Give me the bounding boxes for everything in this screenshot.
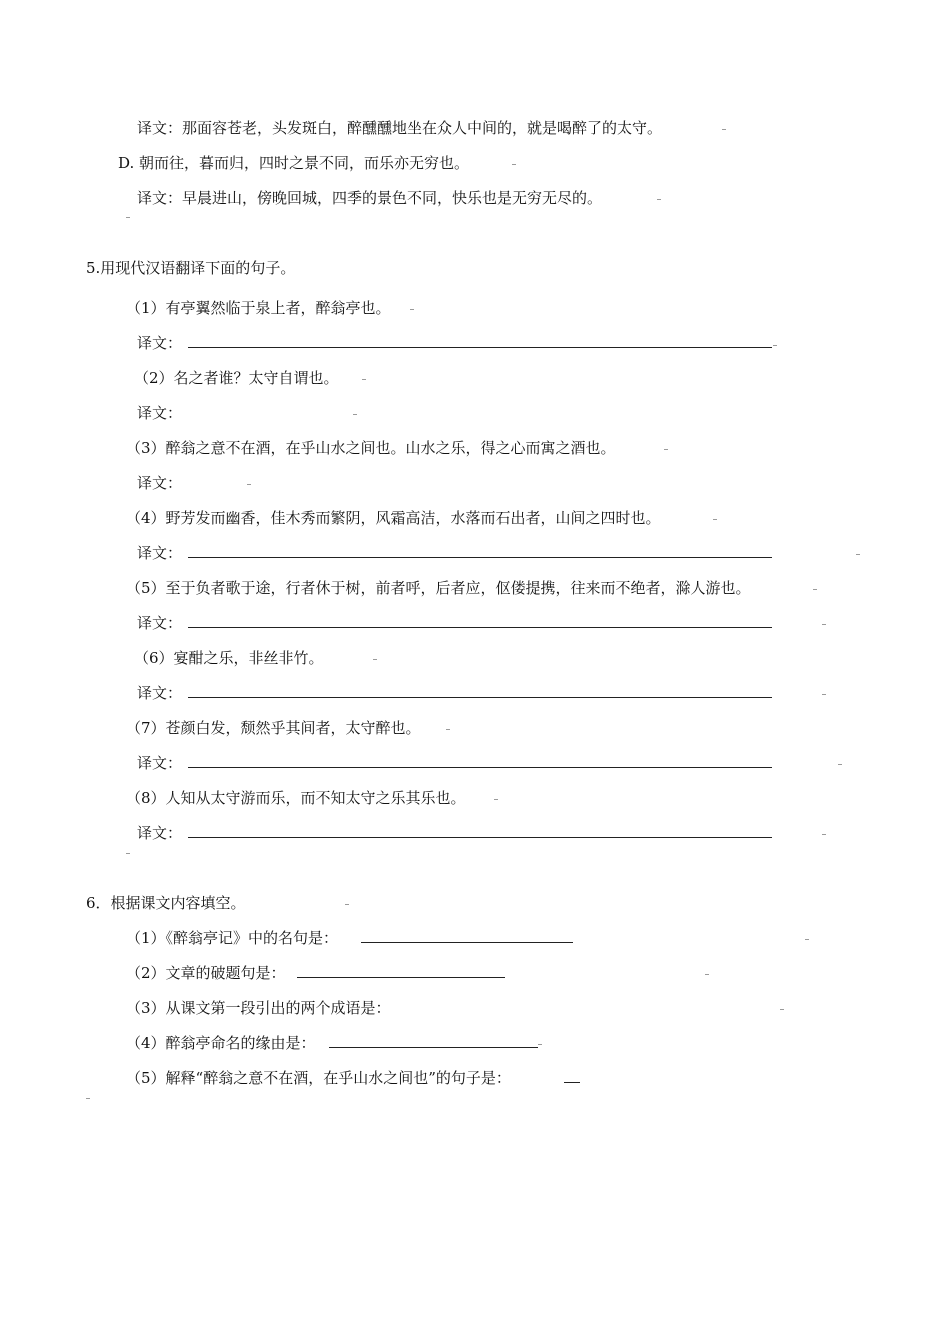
q5-label-3: 译文： xyxy=(137,474,183,492)
paragraph-mark xyxy=(538,1044,542,1045)
paragraph-mark xyxy=(126,853,130,854)
q5-item-5: （5）至于负者歌于途，行者休于树，前者呼，后者应，伛偻提携，往来而不绝者，滁人游也。 xyxy=(126,579,751,597)
paragraph-mark xyxy=(713,519,717,520)
paragraph-mark xyxy=(353,414,357,415)
paragraph-mark xyxy=(838,764,842,765)
q5-item-6: （6）宴酣之乐，非丝非竹。 xyxy=(134,649,324,667)
q6-answer-line-2[interactable] xyxy=(297,977,505,978)
paragraph-mark xyxy=(780,1009,784,1010)
q6-answer-line-1[interactable] xyxy=(361,942,573,943)
q6-item-1: （1）《醉翁亭记》中的名句是： xyxy=(126,929,339,947)
paragraph-mark xyxy=(664,449,668,450)
q6-item-5: （5）解释“醉翁之意不在酒，在乎山水之间也”的句子是： xyxy=(126,1069,511,1087)
paragraph-mark xyxy=(822,834,826,835)
q5-item-7: （7）苍颜白发，颓然乎其间者，太守醉也。 xyxy=(126,719,421,737)
paragraph-mark xyxy=(512,164,516,165)
q5-label-1: 译文： xyxy=(137,334,183,352)
q5-answer-line-7[interactable] xyxy=(188,767,772,768)
paragraph-mark xyxy=(86,1098,90,1099)
question-6-title: 6．根据课文内容填空。 xyxy=(86,894,246,912)
translation-text-d: 译文：早晨进山，傍晚回城，四季的景色不同，快乐也是无穷无尽的。 xyxy=(137,189,603,207)
q5-label-7: 译文： xyxy=(137,754,183,772)
q5-label-2: 译文： xyxy=(137,404,183,422)
q5-answer-line-8[interactable] xyxy=(188,837,772,838)
q5-item-3: （3）醉翁之意不在酒，在乎山水之间也。山水之乐，得之心而寓之酒也。 xyxy=(126,439,616,457)
q5-item-1: （1）有亭翼然临于泉上者，醉翁亭也。 xyxy=(126,299,391,317)
paragraph-mark xyxy=(822,694,826,695)
translation-text-c: 译文：那面容苍老，头发斑白，醉醺醺地坐在众人中间的，就是喝醉了的太守。 xyxy=(137,119,663,137)
q5-label-4: 译文： xyxy=(137,544,183,562)
paragraph-mark xyxy=(494,799,498,800)
q5-label-6: 译文： xyxy=(137,684,183,702)
q5-label-8: 译文： xyxy=(137,824,183,842)
option-d: D. 朝而往，暮而归，四时之景不同，而乐亦无穷也。 xyxy=(118,154,470,172)
paragraph-mark xyxy=(822,624,826,625)
question-5-title: 5.用现代汉语翻译下面的句子。 xyxy=(86,259,296,277)
q5-answer-line-4[interactable] xyxy=(188,557,772,558)
q6-item-4: （4）醉翁亭命名的缘由是： xyxy=(126,1034,316,1052)
q5-item-4: （4）野芳发而幽香，佳木秀而繁阴，风霜高洁，水落而石出者，山间之四时也。 xyxy=(126,509,661,527)
q5-answer-line-5[interactable] xyxy=(188,627,772,628)
paragraph-mark xyxy=(813,589,817,590)
paragraph-mark xyxy=(373,659,377,660)
q6-item-2: （2）文章的破题句是： xyxy=(126,964,286,982)
q6-item-3: （3）从课文第一段引出的两个成语是： xyxy=(126,999,391,1017)
q5-label-5: 译文： xyxy=(137,614,183,632)
q5-answer-line-1[interactable] xyxy=(188,347,772,348)
q5-item-2: （2）名之者谁？太守自谓也。 xyxy=(134,369,339,387)
paragraph-mark xyxy=(722,129,726,130)
paragraph-mark xyxy=(410,309,414,310)
q6-answer-line-4[interactable] xyxy=(329,1047,538,1048)
paragraph-mark xyxy=(773,345,777,346)
paragraph-mark xyxy=(705,974,709,975)
paragraph-mark xyxy=(805,939,809,940)
q5-answer-line-6[interactable] xyxy=(188,697,772,698)
paragraph-mark xyxy=(247,484,251,485)
paragraph-mark xyxy=(345,904,349,905)
paragraph-mark xyxy=(856,554,860,555)
q5-item-8: （8）人知从太守游而乐，而不知太守之乐其乐也。 xyxy=(126,789,466,807)
paragraph-mark xyxy=(657,199,661,200)
paragraph-mark xyxy=(362,379,366,380)
q6-answer-line-5[interactable] xyxy=(564,1082,580,1083)
paragraph-mark xyxy=(446,729,450,730)
paragraph-mark xyxy=(126,217,130,218)
